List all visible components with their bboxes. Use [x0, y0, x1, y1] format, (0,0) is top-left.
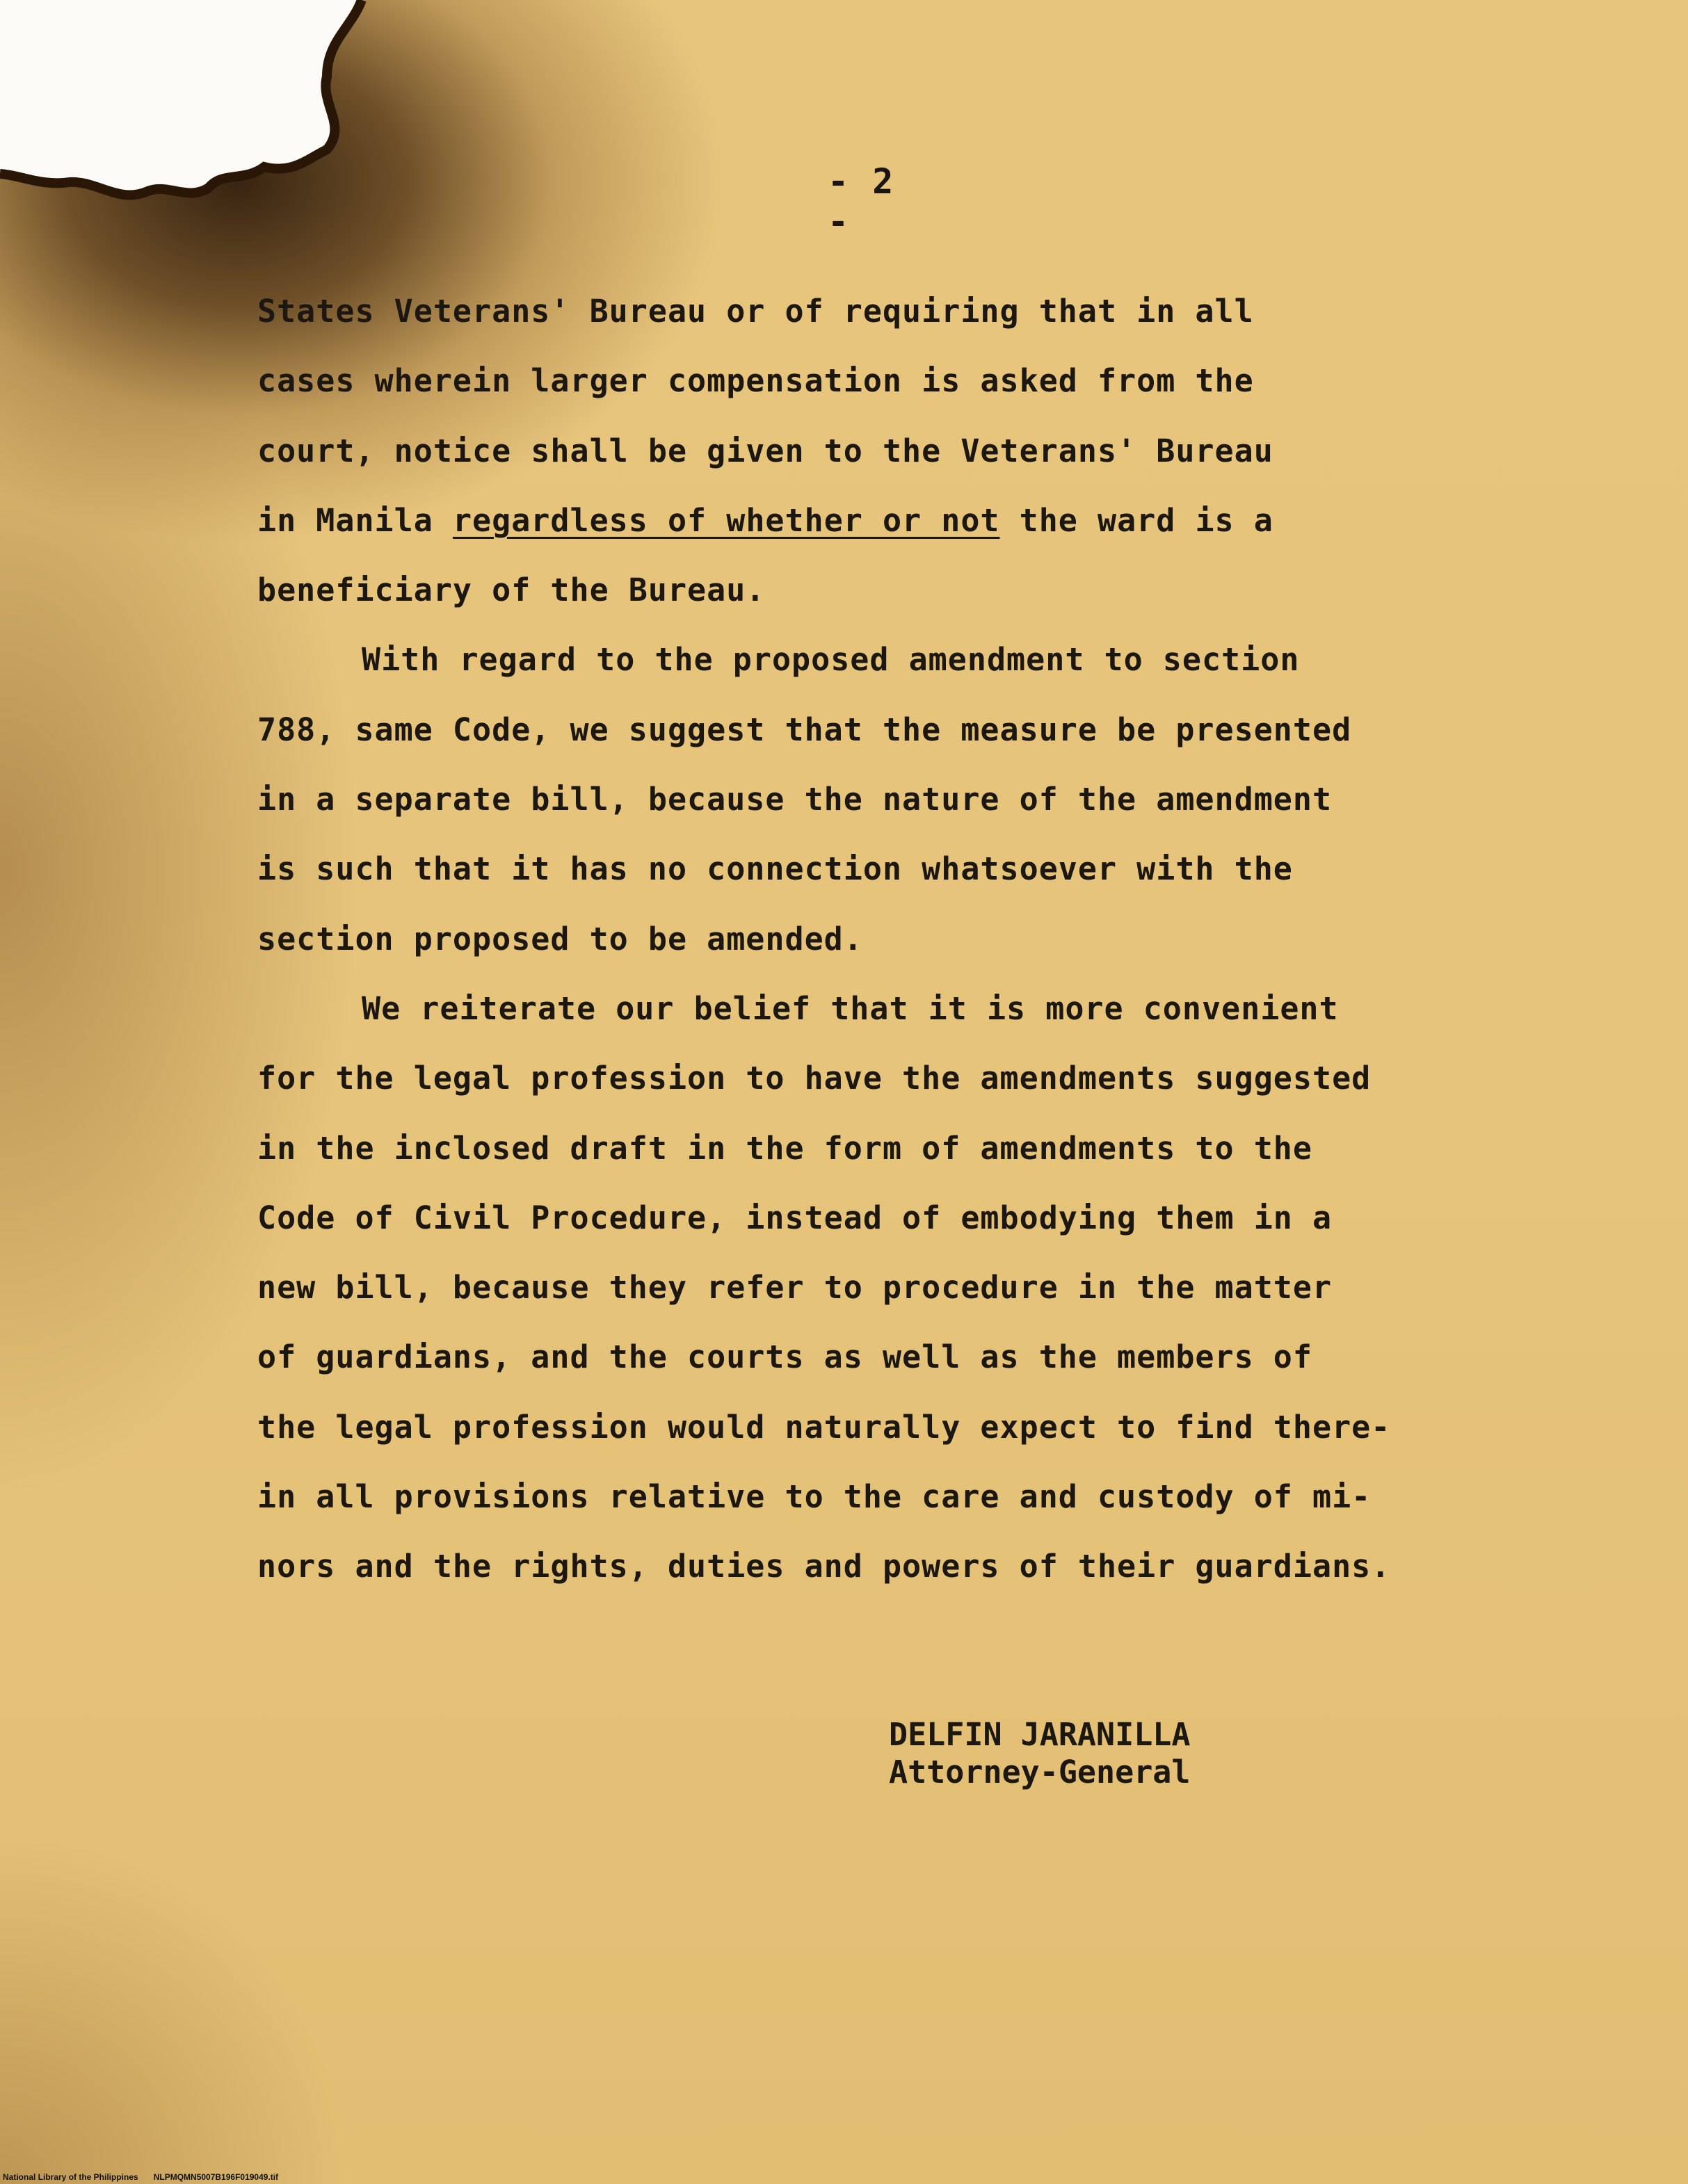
- burn-damage: [0, 0, 445, 250]
- file-id-label: NLPMQMN5007B196F019049.tif: [153, 2172, 279, 2182]
- text-line: for the legal profession to have the amendments suggested: [257, 1060, 1372, 1097]
- page-number: - 2 -: [828, 161, 895, 242]
- signatory-title: Attorney-General: [889, 1754, 1191, 1790]
- text-line: cases wherein larger compensation is asked from the: [257, 362, 1254, 400]
- paragraph-first-line: With regard to the proposed amendment to section: [362, 641, 1300, 679]
- text-line: of guardians, and the courts as well as the members of: [257, 1338, 1312, 1376]
- text-line: Code of Civil Procedure, instead of embodying them in a: [257, 1199, 1333, 1236]
- scan-footer: [3, 2172, 490, 2182]
- text-line: court, notice shall be given to the Veterans' Bureau: [257, 432, 1273, 469]
- text-line: is such that it has no connection whatsoever with the: [257, 850, 1293, 888]
- text-line: States Veterans' Bureau or of requiring that in all: [257, 293, 1254, 330]
- text-line: in a separate bill, because the nature of the amendment: [257, 781, 1333, 818]
- text-line: nors and the rights, duties and powers of their guardians.: [257, 1548, 1391, 1585]
- text-line: in the inclosed draft in the form of amendments to the: [257, 1129, 1312, 1167]
- text-segment: the ward is a: [999, 501, 1273, 539]
- underlined-phrase: regardless of whether or not: [452, 501, 1000, 539]
- text-segment: in Manila: [257, 501, 453, 539]
- paragraph-first-line: We reiterate our belief that it is more convenient: [362, 989, 1339, 1027]
- text-line: new bill, because they refer to procedure in the matter: [257, 1269, 1333, 1307]
- text-line: in all provisions relative to the care and custody of mi-: [257, 1478, 1372, 1516]
- text-line: beneficiary of the Bureau.: [257, 572, 766, 609]
- library-label: National Library of the Philippines: [3, 2172, 138, 2182]
- text-line: the legal profession would naturally expect to find there-: [257, 1408, 1391, 1446]
- letter-body: [257, 277, 1509, 1602]
- signature-block: [889, 1716, 1376, 1791]
- text-line: 788, same Code, we suggest that the measure be presented: [257, 711, 1352, 748]
- text-line: section proposed to be amended.: [257, 920, 863, 957]
- signatory-name: DELFIN JARANILLA: [889, 1716, 1191, 1753]
- text-line-with-underline: [257, 486, 1509, 556]
